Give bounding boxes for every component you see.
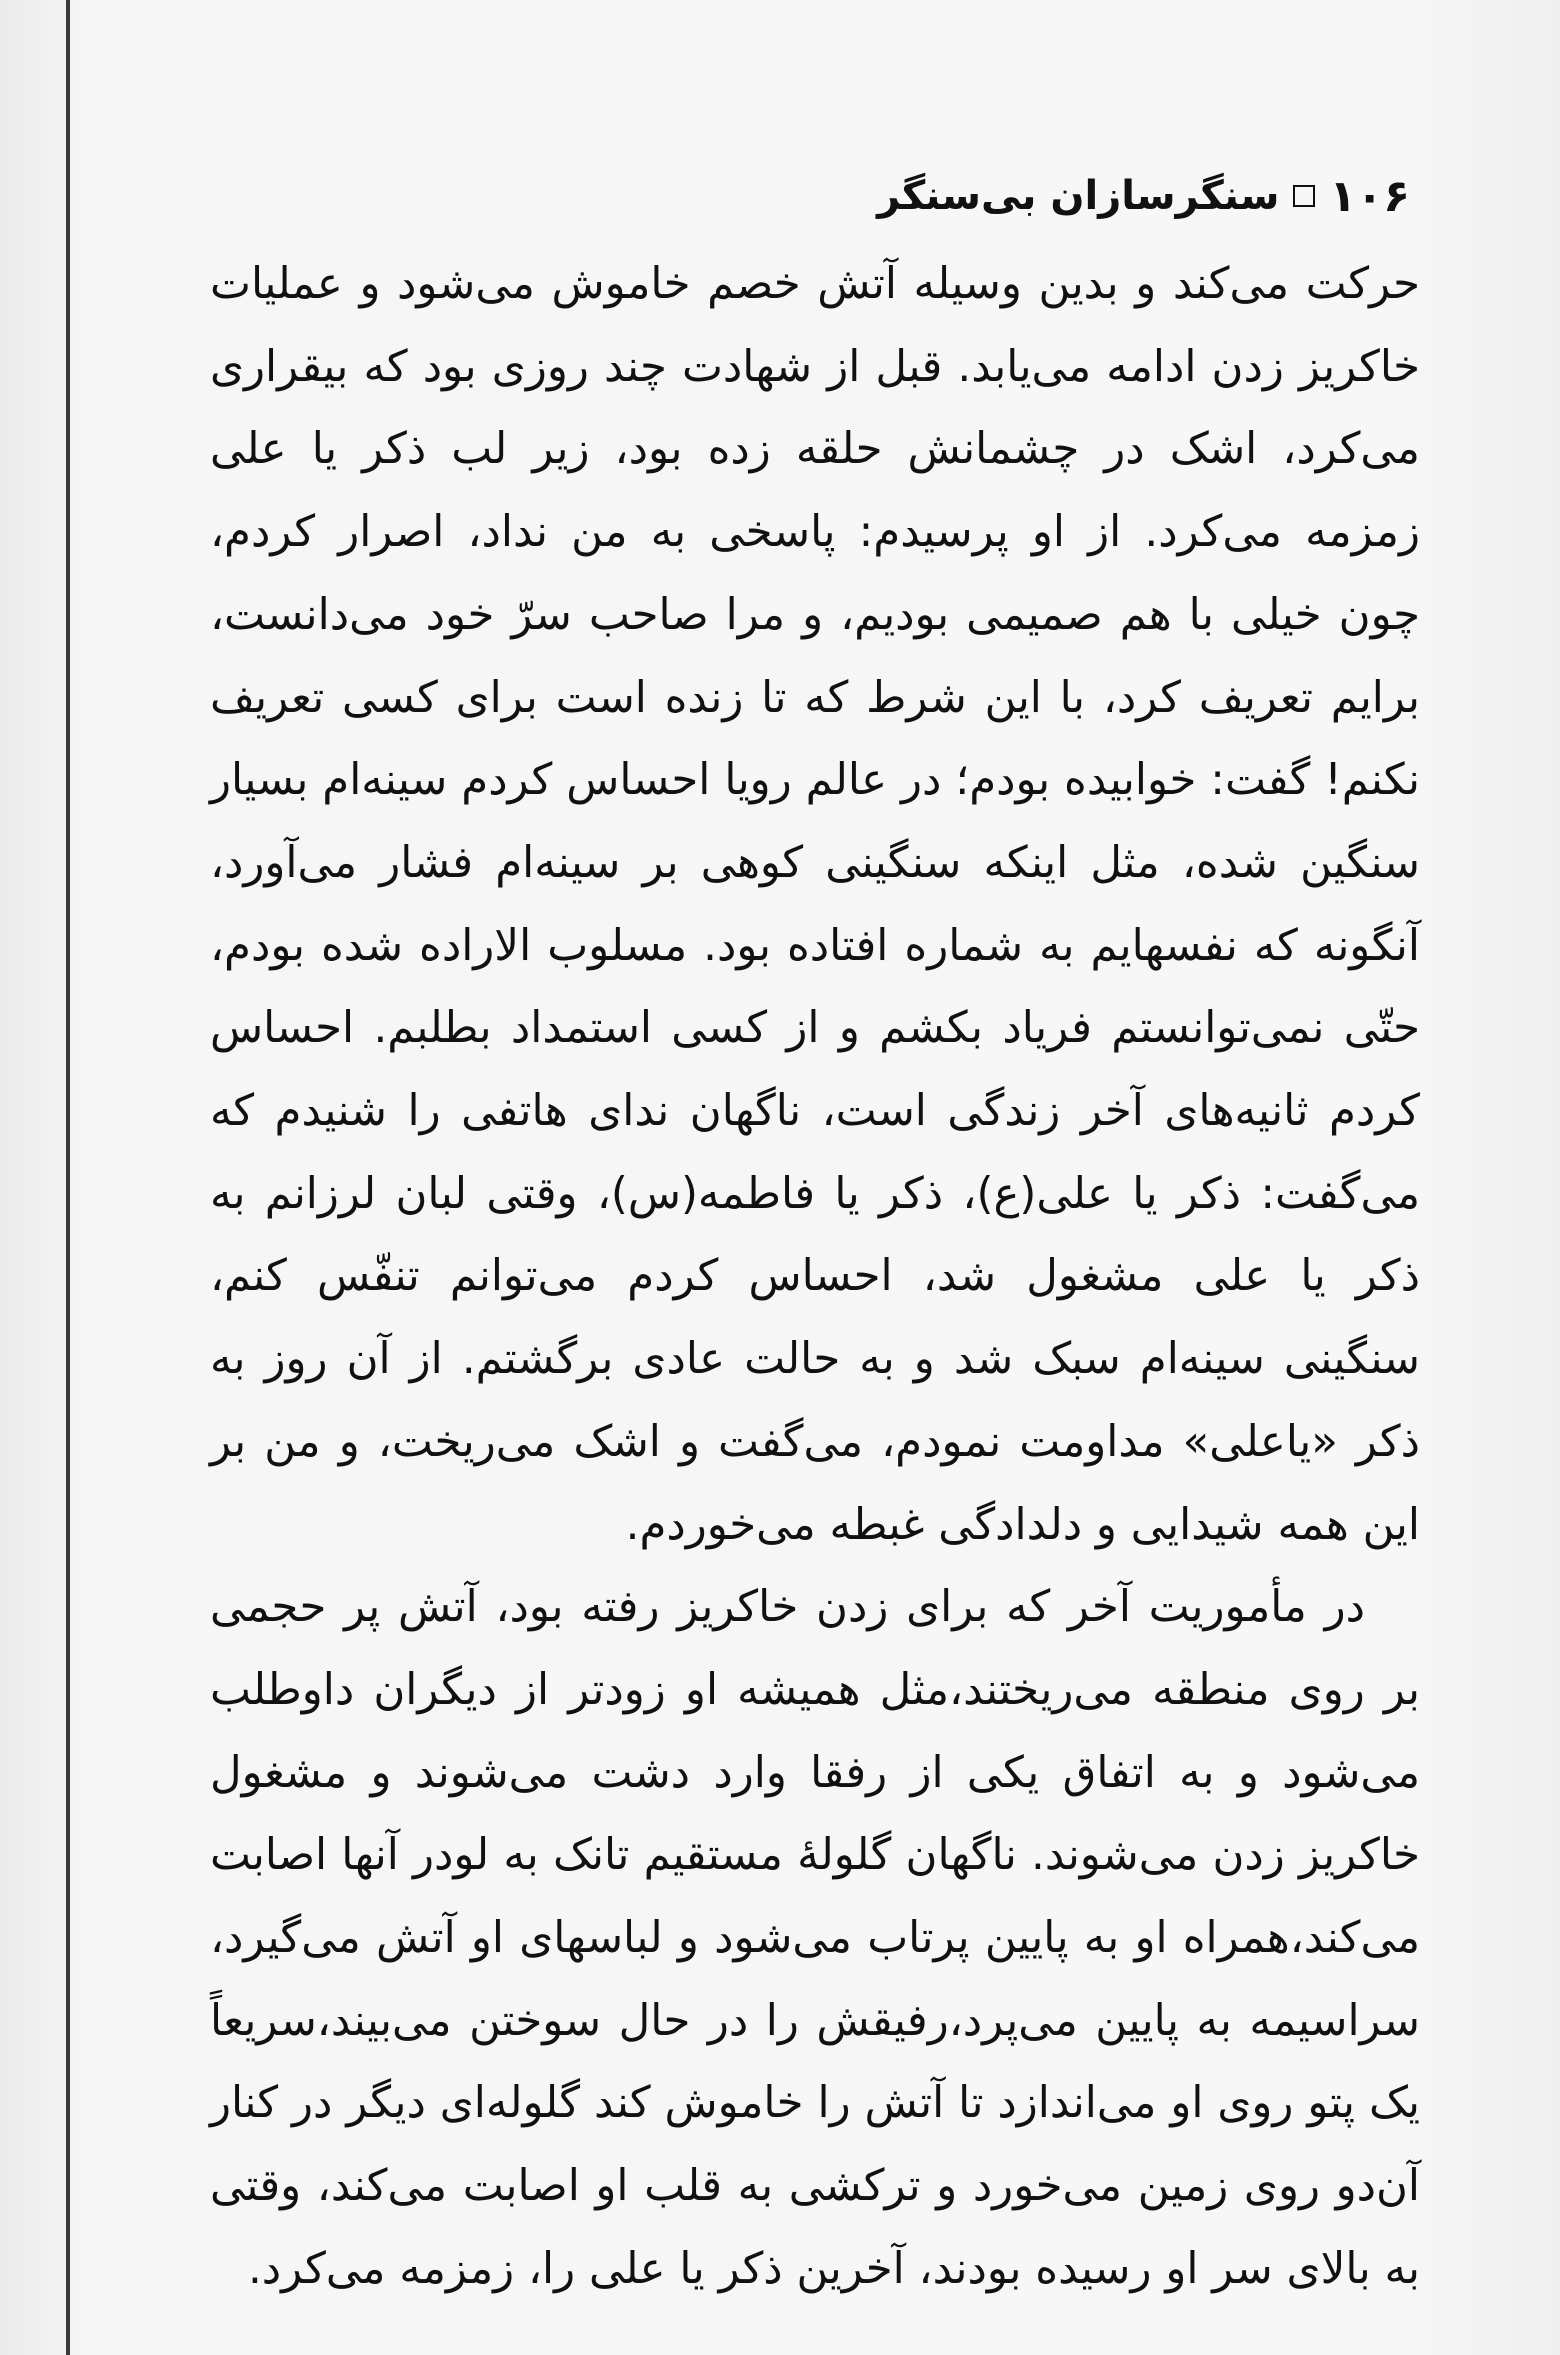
paragraph-2: در مأموریت آخر که برای زدن خاکریز رفته بود، آتش پر حجمی بر روی منطقه می‌ریختند،مثل همیشه او زودتر از دیگران داوطلب می‌شود و به اتفاق یکی از رفقا وارد دشت می‌شوند و مشغول خاکریز زدن می‌شوند. ناگهان گلولهٔ مستقیم تانک به لودر آنها اصابت می‌کند،همراه او به پایین پرتاب می‌شود و لباسهای او آتش می‌گیرد، سراسیمه به پایین می‌پرد،رفیقش را در حال سوختن می‌بیند،سریعاً یک پتو روی او می‌اندازد تا آتش را خاموش کند گلوله‌ای دیگر در کنار آن‌دو روی زمین می‌خورد و ترکشی به قلب او اصابت می‌کند، وقتی به بالای سر او رسیده بودند، آخرین ذکر یا علی را، زمزمه می‌کرد. [210, 1582, 1420, 2294]
body-text [210, 243, 1420, 2311]
running-header [200, 166, 1410, 226]
book-title: سنگرسازان بی‌سنگر [877, 173, 1280, 219]
header-separator-square [1293, 185, 1315, 207]
paragraph-1: حرکت می‌کند و بدین وسیله آتش خصم خاموش می‌شود و عملیات خاکریز زدن ادامه می‌یابد. قبل از شهادت چند روزی بود که بیقراری می‌کرد، اشک در چشمانش حلقه زده بود، زیر لب ذکر یا علی زمزمه می‌کرد. از او پرسیدم: پاسخی به من نداد، اصرار کردم، چون خیلی با هم صمیمی بودیم، و مرا صاحب سرّ خود می‌دانست، برایم تعریف کرد، با این شرط که تا زنده است برای کسی تعریف نکنم! گفت: خوابیده بودم؛ در عالم رویا احساس کردم سینه‌ام بسیار سنگین شده، مثل اینکه سنگینی کوهی بر سینه‌ام فشار می‌آورد، آنگونه که نفسهایم به شماره افتاده بود. مسلوب الاراده شده بودم، حتّی نمی‌توانستم فریاد بکشم و از کسی استمداد بطلبم. احساس کردم ثانیه‌های آخر زندگی است، ناگهان ندای هاتفی را شنیدم که می‌گفت: ذکر یا علی(ع)، ذکر یا فاطمه(س)، وقتی لبان لرزانم به ذکر یا علی مشغول شد، احساس کردم می‌توانم تنفّس کنم، سنگینی سینه‌ام سبک شد و به حالت عادی برگشتم. از آن روز به ذکر «یاعلی» مداومت نمودم، می‌گفت و اشک می‌ریخت، و من بر این همه شیدایی و دلدادگی غبطه می‌خوردم. [210, 259, 1420, 1550]
page-number: ۱۰۶ [1329, 170, 1410, 222]
binding-edge-line [66, 0, 70, 2355]
